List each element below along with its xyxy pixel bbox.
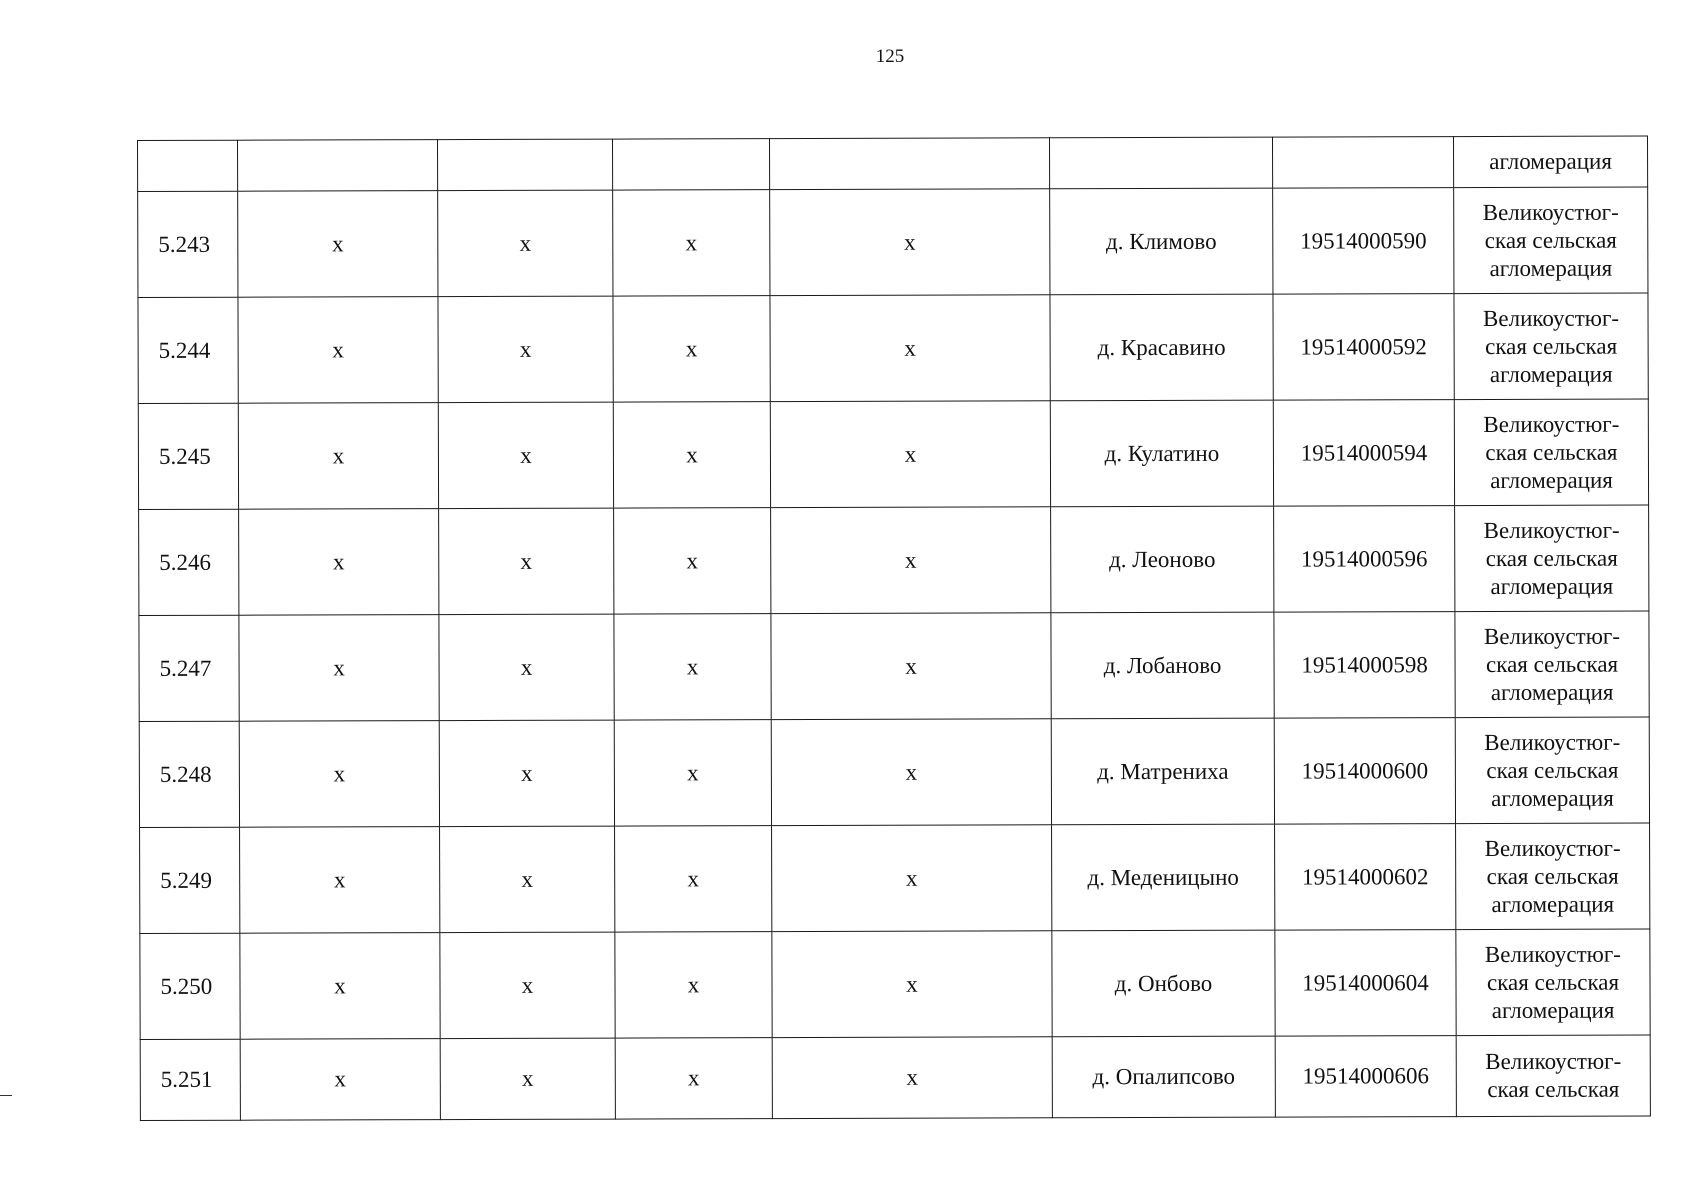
x-mark-cell: х	[239, 615, 439, 722]
agglomeration-line: ская сельская	[1485, 651, 1619, 677]
row-number-cell: 5.250	[140, 933, 240, 1039]
agglomeration-cell	[1454, 187, 1648, 294]
oktmo-code-cell: 19514000592	[1273, 294, 1454, 401]
oktmo-code-cell: 19514000598	[1274, 612, 1455, 719]
agglomeration-line: агломерация	[1490, 679, 1614, 705]
table-cell	[1272, 137, 1453, 189]
agglomeration-line: ская сельская	[1486, 863, 1619, 889]
oktmo-code-cell: 19514000606	[1275, 1036, 1456, 1118]
row-number-cell: 5.249	[140, 827, 240, 933]
x-mark-cell: х	[238, 297, 438, 404]
agglomeration-line: Великоустюг-	[1482, 199, 1619, 225]
agglomeration-line: Великоустюг-	[1484, 729, 1621, 755]
table-cell	[438, 139, 613, 191]
oktmo-code-cell: 19514000596	[1274, 506, 1455, 613]
x-mark-cell: х	[438, 190, 613, 297]
settlement-name-cell: д. Климово	[1050, 188, 1273, 295]
table-body	[138, 136, 1651, 1120]
x-mark-cell: х	[613, 402, 770, 508]
x-mark-cell: х	[440, 826, 615, 933]
x-mark-cell: х	[615, 1038, 772, 1119]
agglomeration-line: Великоустюг-	[1484, 835, 1621, 861]
x-mark-cell: х	[439, 508, 614, 615]
agglomeration-line: Великоустюг-	[1485, 1048, 1622, 1075]
agglomeration-line: агломерация	[1490, 573, 1614, 599]
agglomeration-line: ская сельская	[1487, 1076, 1620, 1102]
settlement-name-cell: д. Леоново	[1051, 506, 1274, 613]
x-mark-cell: х	[240, 1039, 440, 1121]
oktmo-code-cell: 19514000590	[1273, 188, 1454, 295]
settlement-name-cell: д. Меденицыно	[1052, 824, 1275, 931]
agglomeration-line: Великоустюг-	[1482, 305, 1620, 331]
oktmo-code-cell: 19514000602	[1275, 824, 1456, 931]
x-mark-cell: х	[440, 1038, 615, 1120]
agglomeration-line: Великоустюг-	[1483, 411, 1620, 437]
margin-tick	[0, 1095, 12, 1096]
x-mark-cell: х	[439, 614, 614, 721]
x-mark-cell: х	[614, 614, 771, 720]
x-mark-cell: х	[240, 827, 440, 934]
oktmo-code-cell: 19514000600	[1274, 718, 1455, 825]
x-mark-cell: х	[238, 403, 438, 510]
agglomeration-cell	[1455, 717, 1649, 824]
x-mark-cell: х	[772, 931, 1052, 1038]
x-mark-cell: х	[438, 296, 613, 403]
oktmo-code-cell: 19514000604	[1275, 930, 1456, 1037]
agglomeration-cell	[1456, 823, 1650, 930]
settlement-name-cell: д. Кулатино	[1050, 400, 1273, 507]
agglomeration-line: ская сельская	[1485, 439, 1618, 465]
agglomeration-line: Великоустюг-	[1483, 517, 1620, 543]
x-mark-cell: х	[239, 721, 439, 828]
table-row	[139, 717, 1649, 827]
agglomeration-line: агломерация	[1489, 361, 1613, 387]
x-mark-cell: х	[771, 613, 1051, 720]
agglomeration-cell: агломерация	[1453, 136, 1647, 188]
x-mark-cell: х	[770, 189, 1050, 296]
agglomeration-line: агломерация	[1490, 467, 1613, 493]
x-mark-cell: х	[770, 295, 1050, 402]
x-mark-cell: х	[613, 296, 770, 402]
oktmo-code-cell: 19514000594	[1273, 400, 1454, 507]
x-mark-cell: х	[239, 509, 439, 616]
x-mark-cell: х	[615, 932, 772, 1038]
x-mark-cell: х	[613, 190, 770, 296]
agglomeration-line: ская сельская	[1486, 757, 1619, 783]
row-number-cell: 5.248	[139, 721, 239, 827]
agglomeration-cell	[1455, 505, 1649, 612]
table-row	[138, 293, 1648, 403]
row-number-cell: 5.246	[139, 509, 239, 615]
table-row	[140, 823, 1650, 933]
agglomeration-line: агломерация	[1489, 255, 1613, 281]
table-cell	[138, 140, 238, 191]
x-mark-cell: х	[440, 932, 615, 1039]
carryover-row	[138, 136, 1648, 191]
table-row	[139, 611, 1649, 721]
agglomeration-line: агломерация	[1491, 785, 1614, 811]
x-mark-cell: х	[238, 191, 438, 298]
x-mark-cell: х	[770, 401, 1050, 508]
agglomeration-line: ская сельская	[1485, 545, 1618, 571]
x-mark-cell: х	[771, 719, 1051, 826]
settlement-name-cell: д. Онбово	[1052, 930, 1275, 1037]
table-row	[139, 505, 1649, 615]
table-row	[140, 929, 1650, 1039]
x-mark-cell: х	[439, 720, 614, 827]
agglomeration-cell	[1454, 399, 1648, 506]
page-number: 125	[875, 46, 905, 67]
row-number-cell: 5.251	[140, 1039, 240, 1120]
x-mark-cell: х	[438, 402, 613, 509]
row-number-cell: 5.245	[138, 403, 238, 509]
row-number-cell: 5.247	[139, 615, 239, 721]
table-row	[140, 1035, 1650, 1120]
agglomeration-cell	[1456, 1035, 1650, 1117]
agglomeration-cell	[1455, 611, 1649, 718]
x-mark-cell: х	[614, 720, 771, 826]
table-cell	[769, 138, 1049, 190]
agglomeration-line: Великоустюг-	[1484, 941, 1621, 967]
row-number-cell: 5.243	[138, 191, 238, 297]
x-mark-cell: х	[772, 825, 1052, 932]
settlement-name-cell: д. Матрениха	[1051, 718, 1274, 825]
x-mark-cell: х	[615, 826, 772, 932]
agglomeration-cell	[1454, 293, 1648, 400]
agglomeration-line: агломерация	[1491, 891, 1615, 917]
agglomeration-line: ская сельская	[1484, 227, 1617, 253]
settlement-name-cell: д. Красавино	[1050, 294, 1273, 401]
table-cell	[238, 140, 438, 192]
x-mark-cell: х	[771, 507, 1051, 614]
settlement-name-cell: д. Лобаново	[1051, 612, 1274, 719]
row-number-cell: 5.244	[138, 297, 238, 403]
table-cell	[1049, 137, 1272, 189]
table-row	[138, 187, 1648, 297]
agglomeration-line: Великоустюг-	[1483, 623, 1621, 649]
table-row	[138, 399, 1648, 509]
settlements-table	[137, 136, 1651, 1121]
x-mark-cell: х	[240, 933, 440, 1040]
x-mark-cell: х	[772, 1037, 1052, 1119]
x-mark-cell: х	[614, 508, 771, 614]
agglomeration-line: ская сельская	[1485, 333, 1618, 359]
table-cell	[612, 139, 769, 190]
agglomeration-cell	[1456, 929, 1650, 1036]
settlement-name-cell: д. Опалипсово	[1052, 1036, 1275, 1118]
agglomeration-line: ская сельская	[1486, 969, 1620, 995]
agglomeration-line: агломерация	[1491, 997, 1615, 1023]
